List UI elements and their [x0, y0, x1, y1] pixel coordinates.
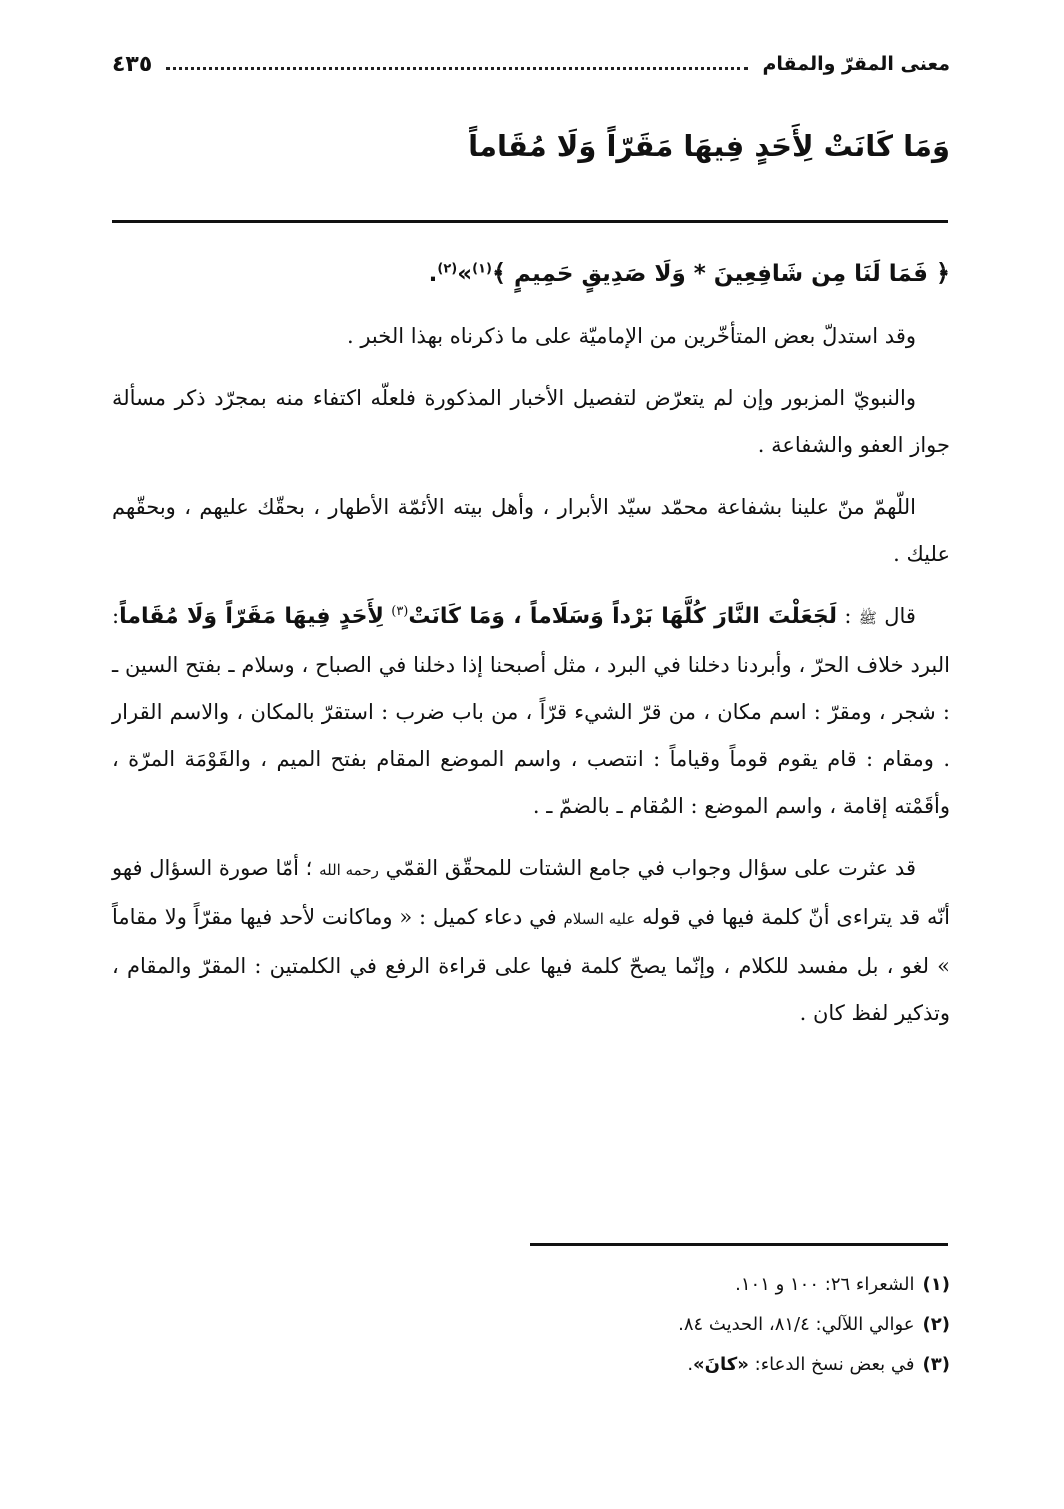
title-divider — [112, 220, 948, 223]
chapter-title: وَمَا كَانَتْ لِأَحَدٍ فِيهَا مَقَرّاً وَلَا مُقَاماً — [468, 129, 950, 163]
footnote-3-variant: «كانَ» — [693, 1354, 749, 1375]
verse-close-bracket: ﴾ — [491, 259, 506, 287]
footnote-3-text-c: . — [687, 1354, 694, 1375]
honorific-2: عليه السلام — [563, 910, 636, 928]
footnote-3-label: (٣) — [922, 1354, 950, 1375]
footnote-divider — [530, 1243, 948, 1246]
running-header — [112, 44, 950, 84]
footnote-1 — [112, 1265, 950, 1305]
qala-word: قال — [884, 604, 916, 628]
footnote-2 — [112, 1305, 950, 1345]
paragraph-1: وقد استدلّ بعض المتأخّرين من الإماميّة على ما ذكرناه بهذا الخبر . — [346, 324, 916, 348]
footnote-2-label: (٢) — [922, 1314, 950, 1335]
paragraph-4-commentary: : البرد خلاف الحرّ ، وأبردنا دخلنا في البرد ، مثل أصبحنا إذا دخلنا في الصباح ، وسلام ـ بفتح السين ـ : شجر ، ومقرّ : اسم مكان ، من قرّ الشيء قرّاً ، من باب ضرب : استقرّ بالمكان ، والاسم القرار . ومقام : قام يقوم قوماً وقياماً : انتصب ، واسم الموضع المقام بفتح الميم ، والقَوْمَة المرّة ، وأقَمْته إقامة ، واسم الموضع : المُقام ـ بالضمّ ـ . — [112, 604, 950, 818]
page-number: ٤٣٥ — [112, 51, 153, 77]
footnote-ref-3: (٣) — [391, 604, 409, 619]
paragraph-4 — [112, 593, 950, 830]
honorific-symbol: ﷺ — [858, 609, 877, 627]
running-header-title: معنى المقرّ والمقام — [762, 53, 950, 75]
paragraph-5 — [112, 845, 950, 1037]
footnote-3 — [112, 1345, 950, 1385]
honorific-1: رحمه الله — [319, 861, 379, 879]
paragraph-5-part-a: قد عثرت على سؤال وجواب في جامع الشتات للمحقّق القمّي — [385, 856, 916, 880]
colon: : — [837, 604, 859, 628]
dot-leader — [166, 67, 748, 70]
footnote-3-text-a: في بعض نسخ الدعاء: — [748, 1354, 915, 1375]
footnote-1-text: الشعراء ٢٦: ١٠٠ و ١٠١. — [735, 1274, 915, 1295]
footnotes — [112, 1265, 950, 1385]
footnote-ref-2: (٢) — [437, 261, 458, 277]
dua-quote-part-b: لِأَحَدٍ فِيهَا مَقَرّاً وَلَا مُقَاماً — [119, 604, 384, 629]
footnote-2-text: عوالي اللآلي: ٨١/٤، الحديث ٨٤. — [678, 1314, 915, 1335]
dua-quote-part-a: لَجَعَلْتَ النَّارَ كُلَّهَا بَرْداً وَسَلَاماً ، وَمَا كَانَتْ — [408, 604, 837, 629]
body-text — [112, 250, 950, 1052]
verse-end: . — [428, 261, 438, 287]
verse-close-quote: » — [457, 261, 473, 287]
footnote-ref-1: (١) — [472, 261, 492, 277]
paragraph-5-part-c: في دعاء كميل : « وماكانت لأحد فيها مقرّاً ولا مقاماً » لغو ، بل مفسد للكلام ، وإنّما يصحّ كلمة فيها على قراءة الرفع في الكلمتين : المقرّ والمقام ، وتذكير لفظ كان . — [112, 905, 950, 1025]
paragraph-3: اللّهمّ منّ علينا بشفاعة محمّد سيّد الأبرار ، وأهل بيته الأئمّة الأطهار ، بحقّك عليهم ، وبحقّهم عليك . — [112, 495, 950, 566]
verse-open-bracket: ﴿ — [935, 259, 950, 287]
paragraph-5-part-b: ؛ أمّا صورة السؤال فهو أنّه قد يتراءى أنّ كلمة فيها في قوله — [112, 856, 950, 929]
quran-verse — [112, 250, 950, 298]
footnote-1-label: (١) — [922, 1274, 950, 1295]
paragraph-2: والنبويّ المزبور وإن لم يتعرّض لتفصيل الأخبار المذكورة فلعلّه اكتفاء منه بمجرّد ذكر مسألة جواز العفو والشفاعة . — [112, 386, 950, 457]
verse-text: فَمَا لَنَا مِن شَافِعِينَ * وَلَا صَدِيقٍ حَمِيمٍ — [514, 261, 928, 287]
